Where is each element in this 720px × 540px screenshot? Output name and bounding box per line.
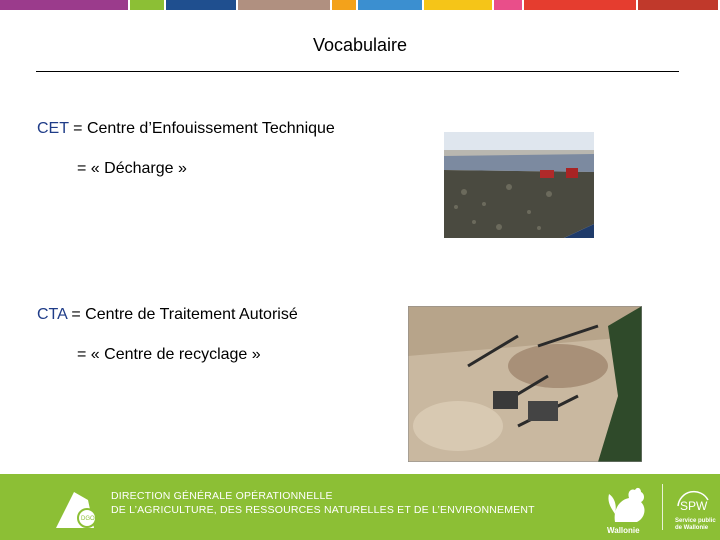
direction-text bbox=[111, 489, 535, 517]
top-color-strip bbox=[0, 0, 720, 10]
spw-sub-line-2: de Wallonie bbox=[675, 525, 709, 531]
strip-segment bbox=[638, 0, 718, 10]
title-divider bbox=[36, 71, 679, 72]
strip-segment bbox=[524, 0, 636, 10]
definition-cta bbox=[37, 306, 298, 324]
definition-text: = Centre de Traitement Autorisé bbox=[66, 306, 298, 323]
strip-segment bbox=[424, 0, 492, 10]
dgo-badge-text: DGO 3 bbox=[81, 516, 100, 522]
landfill-photo bbox=[444, 132, 594, 238]
slide-title: Vocabulaire bbox=[312, 35, 408, 55]
strip-segment bbox=[166, 0, 236, 10]
footer-separator bbox=[662, 484, 663, 530]
direction-line-1: DIRECTION GÉNÉRALE OPÉRATIONNELLE bbox=[111, 490, 333, 502]
direction-line-2: DE L’AGRICULTURE, DES RESSOURCES NATURELLES ET DE L’ENVIRONNEMENT bbox=[111, 504, 535, 516]
synonym-cet: = « Décharge » bbox=[77, 160, 187, 177]
recycling-centre-photo bbox=[408, 306, 642, 462]
term-cet: CET bbox=[37, 120, 69, 137]
spw-abbrev: SPW bbox=[680, 499, 708, 513]
strip-segment bbox=[332, 0, 356, 10]
term-cta: CTA bbox=[37, 306, 67, 323]
synonym-cta: = « Centre de recyclage » bbox=[77, 346, 261, 363]
footer-band bbox=[0, 474, 720, 540]
spw-sub-line-1: Service public bbox=[675, 518, 716, 524]
strip-segment bbox=[238, 0, 330, 10]
definition-cet bbox=[37, 120, 335, 138]
strip-segment bbox=[494, 0, 522, 10]
strip-segment bbox=[130, 0, 164, 10]
wallonie-label: Wallonie bbox=[607, 526, 640, 535]
dgo-logo-icon bbox=[54, 488, 100, 530]
spw-subtitle bbox=[675, 518, 716, 532]
strip-segment bbox=[0, 0, 128, 10]
definition-text: = Centre d’Enfouissement Technique bbox=[68, 120, 335, 137]
strip-segment bbox=[358, 0, 422, 10]
